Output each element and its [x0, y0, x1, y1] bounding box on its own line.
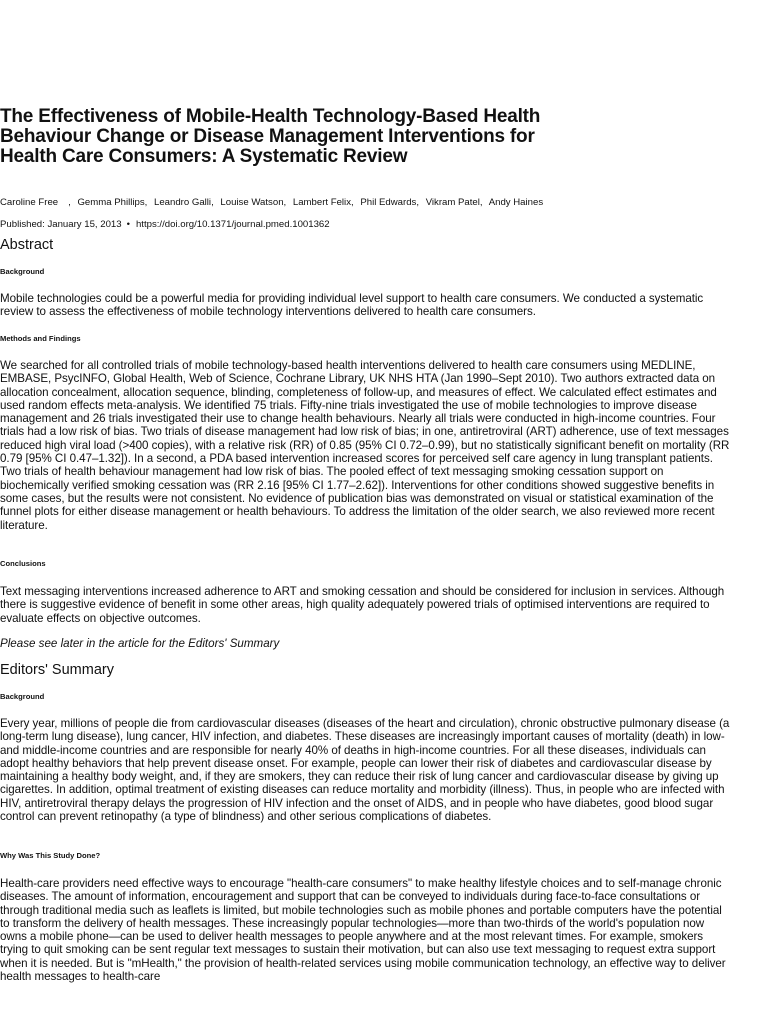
editors-background-heading: Background — [0, 692, 45, 701]
author-link[interactable]: Leandro Galli — [154, 197, 212, 208]
author-link[interactable]: Caroline Free — [0, 197, 59, 208]
bullet-separator: • — [126, 219, 130, 230]
doi-link[interactable]: https://doi.org/10.1371/journal.pmed.1001362 — [135, 219, 330, 230]
author-link[interactable]: Vikram Patel — [425, 197, 480, 208]
abstract-background-text: Mobile technologies could be a powerful media for providing individual level support to health care consumers. We conducted a systematic review to assess the effectiveness of mobile technology interventions delivered to health care consumers. — [0, 292, 704, 319]
why-study-done-text: Health-care providers need effective ways to encourage "health-care consumers" to make healthy lifestyle choices and to self-manage chronic diseases. The amount of information, encouragement and support that can be conveyed to individuals during face-to-face consultations or through traditional media such as leaflets is limited, but mobile technologies such as mobile phones and portable computers have the potential to transform the delivery of health messages. These increasingly popular technologies—more than two-thirds of the world's population now owns a mobile phone—can be used to deliver health messages to people anywhere and at the most relevant times. For example, smokers trying to quit smoking can be sent regular text messages to sustain their motivation, but can also use text messaging to request extra support when it is needed. But is "mHealth," the provision of health-related services using mobile communication technology, an effective way to deliver health messages to health-care — [0, 877, 726, 984]
author-link[interactable]: Andy Haines — [488, 197, 544, 208]
why-study-done-heading: Why Was This Study Done? — [0, 851, 101, 860]
article-title: The Effectiveness of Mobile-Health Technology-Based Health Behaviour Change or Disease Management Interventions for Health Care Consumers: A Systematic Review — [0, 106, 541, 167]
author-link[interactable]: Lambert Felix — [292, 197, 351, 208]
abstract-background-heading: Background — [0, 267, 45, 276]
methods-findings-text: We searched for all controlled trials of mobile technology-based health interventions delivered to health care consumers using MEDLINE, EMBASE, PsycINFO, Global Health, Web of Science, Cochrane Library, UK NHS HTA (Jan 1990–Sept 2010). Two authors extracted data on allocation concealment, allocation sequence, blinding, completeness of follow-up, and measures of effect. We calculated effect estimates and used random effects meta-analysis. We identified 75 trials. Fifty-nine trials investigated the use of mobile technologies to improve disease management and 26 trials investigated their use to change health behaviours. Nearly all trials were conducted in high-income countries. Four trials had a low risk of bias. Two trials of disease management had low risk of bias; in one, antiretroviral (ART) adherence, use of text messages reduced high viral load (>400 copies), with a relative risk (RR) of 0.85 (95% CI 0.72–0.99), but no statistically significant benefit on mortality (RR 0.79 [95% CI 0.47–1.32]). In a second, a PDA based intervention increased scores for perceived self care agency in lung transplant patients. Two trials of health behaviour management had low risk of bias. The pooled effect of text messaging smoking cessation support on biochemically verified smoking cessation was (RR 2.16 [95% CI 1.77–2.62]). Interventions for other conditions showed suggestive benefits in some cases, but the results were not consistent. No evidence of publication bias was demonstrated on visual or statistical examination of the funnel plots for either disease management or health behaviours. To address the limitation of the older search, we also reviewed more recent literature. — [0, 359, 730, 532]
editors-summary-heading: Editors' Summary — [0, 662, 114, 678]
publication-date: Published: January 15, 2013 — [0, 219, 122, 230]
author-link[interactable]: Phil Edwards — [360, 197, 417, 208]
conclusions-heading: Conclusions — [0, 559, 46, 568]
author-list: Caroline Free , Gemma Phillips, Leandro Galli, Louise Watson, Lambert Felix, Phil Edwards, Vikram Patel, Andy Haines — [0, 197, 544, 208]
editors-background-text: Every year, millions of people die from cardiovascular diseases (diseases of the heart and circulation), chronic obstructive pulmonary disease (a long-term lung disease), lung cancer, HIV infection, and diabetes. These diseases are increasingly important causes of mortality (death) in low- and middle-income countries and are responsible for nearly 40% of deaths in high-income countries. For all these diseases, individuals can adopt healthy behaviors that help prevent disease onset. For example, people can lower their risk of diabetes and cardiovascular disease by maintaining a healthy body weight, and, if they are smokers, they can reduce their risk of lung cancer and cardiovascular disease by giving up cigarettes. In addition, optimal treatment of existing diseases can reduce mortality and morbidity (illness). Thus, in people who are infected with HIV, antiretroviral therapy delays the progression of HIV infection and the onset of AIDS, and in people who have diabetes, good blood sugar control can prevent retinopathy (a type of blindness) and other serious complications of diabetes. — [0, 717, 730, 824]
publication-info — [0, 219, 330, 231]
author-link[interactable]: Louise Watson — [220, 197, 284, 208]
methods-findings-heading: Methods and Findings — [0, 334, 81, 343]
conclusions-text: Text messaging interventions increased adherence to ART and smoking cessation and should be considered for inclusion in services. Although there is suggestive evidence of benefit in some other areas, high quality adequately powered trials of optimised interventions are required to evaluate effects on objective outcomes. — [0, 585, 725, 625]
editors-summary-note: Please see later in the article for the Editors' Summary — [0, 637, 280, 650]
author-link[interactable]: Gemma Phillips — [77, 197, 145, 208]
abstract-heading: Abstract — [0, 237, 54, 253]
